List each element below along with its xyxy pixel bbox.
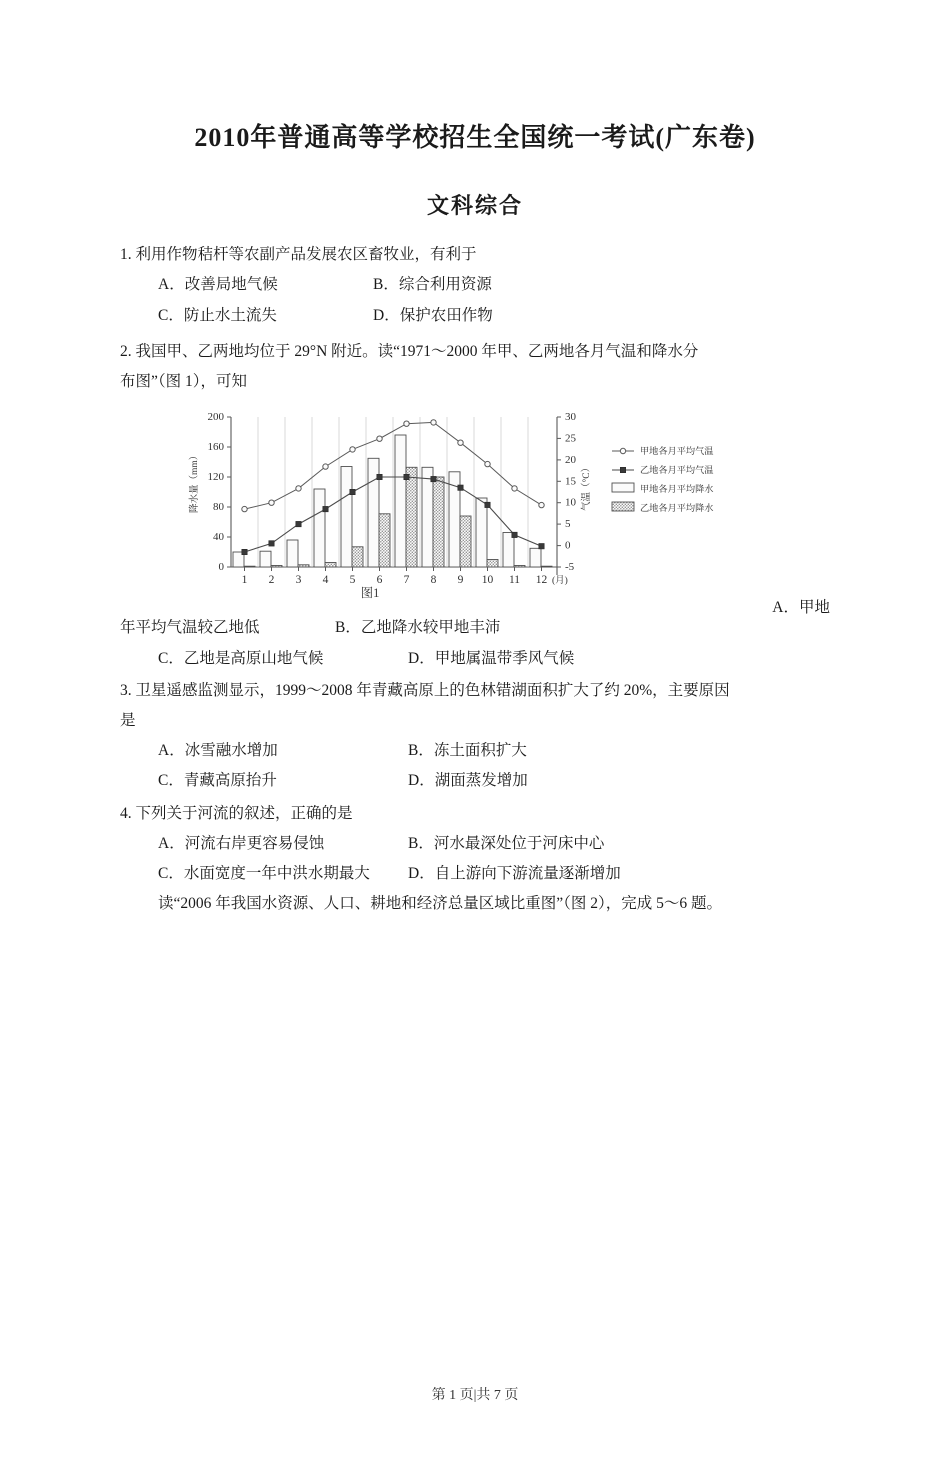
option-row [158, 766, 830, 796]
page-footer: 第 1 页|共 7 页 [431, 1388, 519, 1403]
option-c[interactable]: C．水面宽度一年中洪水期最大 [158, 865, 370, 883]
option-d[interactable]: D．自上游向下游流量逐渐增加 [408, 865, 621, 883]
svg-text:10: 10 [565, 496, 576, 509]
svg-text:6: 6 [376, 574, 383, 587]
option-c[interactable]: C．青藏高原抬升 [158, 772, 277, 790]
legend-label-2: 甲地各月平均降水 [640, 484, 714, 495]
question-3-text-line2: 是 [120, 711, 136, 729]
question-1-number: 1. [120, 246, 132, 264]
figure-1-caption: 图1 [360, 586, 380, 601]
question-2-text-line2: 布图”（图 1），可知 [120, 373, 248, 391]
question-1-options [120, 270, 830, 330]
option-b[interactable]: B．冻土面积扩大 [408, 742, 527, 760]
svg-text:80: 80 [213, 501, 224, 514]
svg-text:10: 10 [481, 574, 494, 587]
climate-chart [185, 403, 775, 603]
svg-text:4: 4 [322, 574, 329, 587]
svg-text:0: 0 [565, 539, 571, 552]
legend-label-0: 甲地各月平均气温 [640, 446, 714, 457]
question-2-option-b[interactable]: B．乙地降水较甲地丰沛 [335, 619, 501, 637]
question-1-stem [120, 240, 830, 270]
page-title: 2010年普通高等学校招生全国统一考试(广东卷) [194, 123, 756, 152]
svg-text:15: 15 [565, 475, 576, 488]
svg-text:2: 2 [268, 574, 275, 587]
option-a[interactable]: A．改善局地气候 [158, 276, 278, 294]
svg-text:3: 3 [295, 574, 302, 587]
question-2-stem-continued [120, 367, 830, 397]
option-c[interactable]: C．防止水土流失 [158, 306, 277, 324]
subject-title: 文科综合 [426, 193, 523, 219]
svg-text:7: 7 [403, 574, 410, 587]
question-1 [120, 240, 830, 331]
question-2-option-c[interactable]: C．乙地是高原山地气候 [158, 649, 324, 667]
question-3-stem-continued [120, 706, 830, 736]
chart-legend [612, 445, 714, 513]
y2-axis-label: 气温（°C） [582, 463, 592, 512]
question-3-number: 3. [120, 681, 132, 699]
question-2-text-line1: 我国甲、乙两地均位于 29°N 附近。读“1971～2000 年甲、乙两地各月气温和降水分 [135, 342, 699, 360]
question-4-text: 下列关于河流的叙述，正确的是 [135, 804, 353, 822]
option-row [158, 859, 830, 889]
svg-text:11: 11 [508, 574, 521, 587]
option-a[interactable]: A．冰雪融水增加 [158, 742, 278, 760]
question-3-options [120, 736, 830, 796]
svg-text:160: 160 [207, 441, 224, 454]
x-axis-label: (月) [552, 576, 568, 587]
question-4-stem [120, 799, 830, 829]
question-2-option-a-part2[interactable]: 年平均气温较乙地低 [120, 619, 260, 637]
svg-text:12: 12 [535, 574, 548, 587]
svg-text:9: 9 [457, 574, 464, 587]
option-row [158, 829, 830, 859]
option-row [158, 736, 830, 766]
y-axis-label: 降水量（mm） [190, 451, 200, 514]
legend-label-1: 乙地各月平均气温 [640, 465, 714, 476]
passage-text: 读“2006 年我国水资源、人口、耕地和经济总量区域比重图”（图 2），完成 5～6 题。 [158, 895, 723, 913]
question-2-stem [120, 337, 830, 367]
question-3-stem [120, 676, 830, 706]
question-2-options [120, 613, 830, 673]
option-b[interactable]: B．河水最深处位于河床中心 [408, 834, 605, 852]
svg-text:25: 25 [565, 432, 576, 445]
question-3 [120, 676, 830, 797]
question-2-option-a-part1[interactable]: A．甲地 [772, 599, 830, 617]
passage-instruction [158, 889, 830, 919]
svg-text:200: 200 [207, 411, 224, 424]
question-2-number: 2. [120, 342, 132, 360]
svg-text:120: 120 [207, 471, 224, 484]
svg-text:-5: -5 [565, 561, 575, 574]
svg-text:0: 0 [218, 561, 224, 574]
question-4 [120, 799, 830, 920]
svg-text:5: 5 [349, 574, 356, 587]
option-a[interactable]: A．河流右岸更容易侵蚀 [158, 834, 325, 852]
svg-text:20: 20 [565, 454, 576, 467]
legend-label-3: 乙地各月平均降水 [640, 503, 714, 514]
option-d[interactable]: D．保护农田作物 [373, 306, 493, 324]
question-2-option-d[interactable]: D．甲地属温带季风气候 [408, 649, 575, 667]
svg-text:40: 40 [213, 531, 224, 544]
svg-text:1: 1 [241, 574, 248, 587]
option-d[interactable]: D．湖面蒸发增加 [408, 772, 528, 790]
figure-1 [120, 403, 830, 617]
question-3-text-line1: 卫星遥感监测显示，1999～2008 年青藏高原上的色林错湖面积扩大了约 20%，主要原因 [135, 681, 730, 699]
exam-page [0, 122, 950, 1466]
question-1-text: 利用作物秸杆等农副产品发展农区畜牧业，有利于 [135, 246, 477, 264]
option-row [158, 270, 830, 300]
question-4-options [120, 829, 830, 920]
question-4-number: 4. [120, 804, 132, 822]
svg-text:30: 30 [565, 411, 576, 424]
option-row [120, 644, 830, 674]
option-b[interactable]: B．综合利用资源 [373, 276, 492, 294]
option-row [120, 613, 830, 643]
svg-text:8: 8 [430, 574, 437, 587]
svg-text:5: 5 [565, 518, 571, 531]
option-row [158, 301, 830, 331]
question-2 [120, 337, 830, 397]
